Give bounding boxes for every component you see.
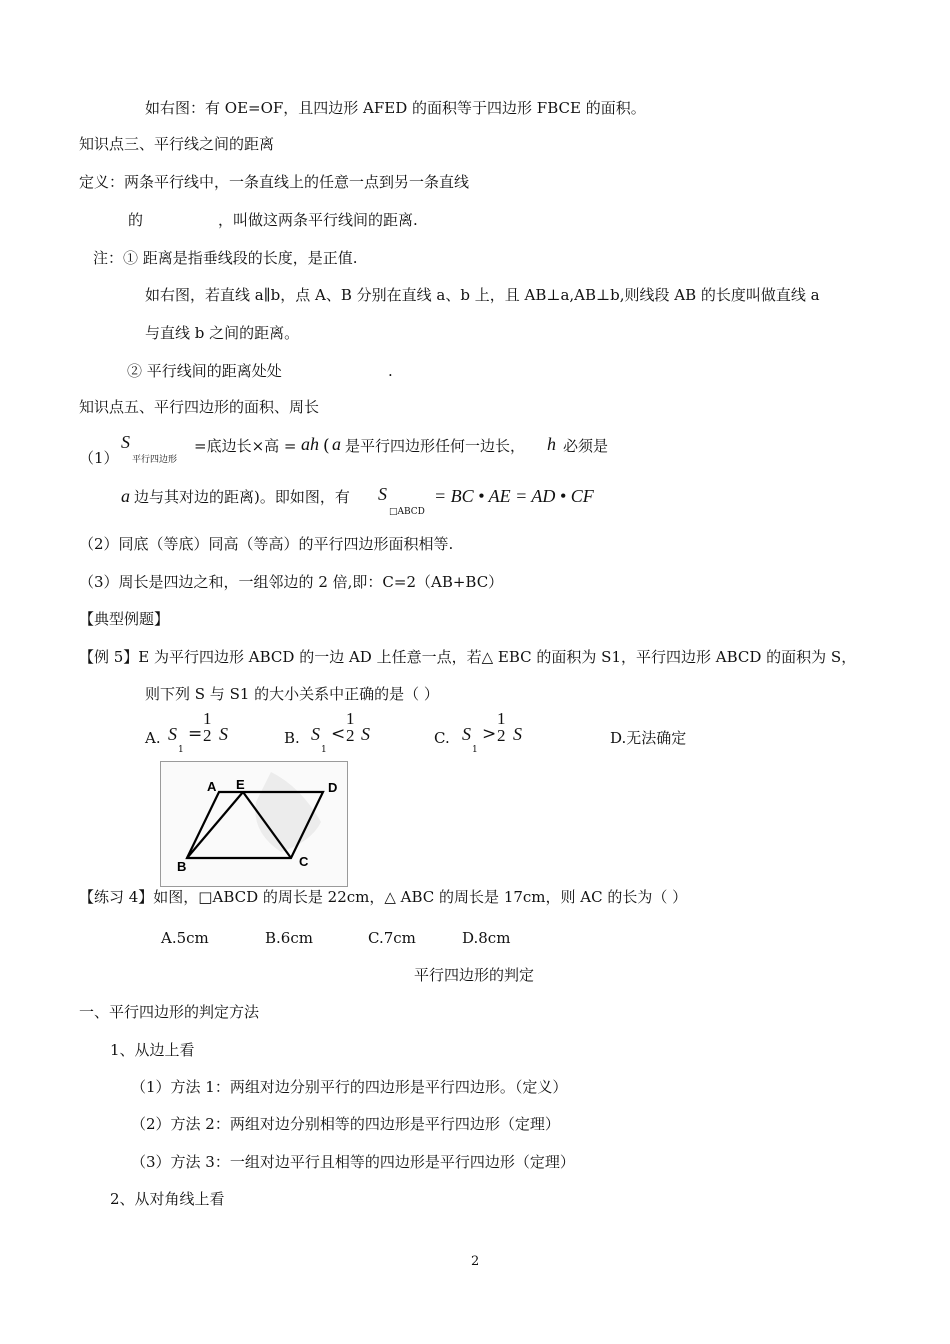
formula-2-text: 边与其对边的距离)。即如图，有: [134, 488, 350, 506]
label-e: E: [236, 777, 245, 792]
option-a-frac: 1 2: [203, 709, 212, 745]
formula-1-h: h: [547, 434, 556, 454]
text-note-1-example: 如右图，若直线 a∥b，点 A、B 分别在直线 a、b 上，且 AB⊥a,AB⊥b,则线段 AB 的长度叫做直线 a: [145, 286, 820, 304]
method-1: （1）方法 1：两组对边分别平行的四边形是平行四边形。（定义）: [131, 1078, 568, 1096]
heading-examples: 【典型例题】: [79, 610, 170, 628]
heading-kp3: 知识点三、平行线之间的距离: [79, 135, 275, 153]
formula-1-paren: (: [323, 436, 330, 456]
formula-2-a: a: [121, 486, 130, 506]
subheading-sides: 1、从边上看: [110, 1041, 195, 1059]
option-a-sub: 1: [178, 745, 184, 755]
exercise-4-option-b: B.6cm: [265, 929, 313, 947]
example-5-question-end: 则下列 S 与 S1 的大小关系中正确的是（ ）: [145, 685, 439, 703]
method-3: （3）方法 3：一组对边平行且相等的四边形是平行四边形（定理）: [131, 1153, 575, 1171]
option-a-S1: S: [168, 724, 177, 744]
formula-1-text-end: 必须是: [563, 437, 609, 455]
formula-2-equation: = BC • AE = AD • CF: [434, 486, 594, 506]
option-c-frac: 1 2: [497, 709, 506, 745]
option-a-label: A.: [145, 729, 161, 747]
option-b-frac: 1 2: [346, 709, 355, 745]
page-number: 2: [471, 1254, 480, 1269]
option-c-S: S: [513, 724, 522, 744]
option-b-S1: S: [311, 724, 320, 744]
option-c-S1: S: [462, 724, 471, 744]
formula-1-S: S: [121, 432, 130, 452]
text-definition-blank-1: 的: [128, 211, 144, 229]
parallelogram-diagram: [161, 762, 347, 886]
option-c-sub: 1: [472, 745, 478, 755]
text-note-1-end: 与直线 b 之间的距离。: [145, 324, 300, 342]
formula-1-middle: =底边长×高 =: [194, 437, 297, 455]
formula-2-S: S: [378, 484, 387, 504]
option-b-S: S: [361, 724, 370, 744]
exercise-4-option-d: D.8cm: [462, 929, 511, 947]
text-note-2-end: .: [388, 362, 393, 380]
label-a: A: [207, 779, 217, 794]
exercise-4-option-a: A.5cm: [161, 929, 209, 947]
formula-1-subscript: 平行四边形: [132, 455, 178, 465]
formula-1-prefix: （1）: [79, 449, 119, 467]
option-b-sub: 1: [321, 745, 327, 755]
label-c: C: [299, 854, 309, 869]
text-oe-of: 如右图：有 OE=OF，且四边形 AFED 的面积等于四边形 FBCE 的面积。: [145, 99, 646, 117]
exercise-4-option-c: C.7cm: [368, 929, 416, 947]
option-b-label: B.: [284, 729, 300, 747]
formula-2-subscript: □ABCD: [389, 507, 425, 517]
option-c-label: C.: [434, 729, 450, 747]
section-title-determination: 平行四边形的判定: [414, 966, 535, 984]
formula-1-text: 是平行四边形任何一边长，: [345, 437, 526, 455]
option-d: D.无法确定: [610, 729, 687, 747]
parallelogram-figure: [160, 761, 348, 887]
text-rule-3: （3）周长是四边之和，一组邻边的 2 倍,即：C=2（AB+BC）: [79, 573, 504, 591]
method-2: （2）方法 2：两组对边分别相等的四边形是平行四边形（定理）: [131, 1115, 560, 1133]
label-b: B: [177, 859, 187, 874]
formula-1-a: a: [332, 434, 341, 454]
text-rule-2: （2）同底（等底）同高（等高）的平行四边形面积相等.: [79, 535, 454, 553]
heading-kp5: 知识点五、平行四边形的面积、周长: [79, 398, 320, 416]
watermark-shape: [255, 772, 321, 852]
text-definition-end: ，叫做这两条平行线间的距离.: [218, 211, 418, 229]
option-a-S: S: [219, 724, 228, 744]
formula-1-ah: ah: [301, 434, 319, 454]
option-b-lt: <: [331, 724, 346, 744]
text-note-1: 注：① 距离是指垂线段的长度，是正值.: [93, 249, 358, 267]
subheading-diagonals: 2、从对角线上看: [110, 1190, 225, 1208]
exercise-4-question: 【练习 4】如图，□ABCD 的周长是 22cm，△ ABC 的周长是 17cm，则 AC 的长为（ ）: [79, 888, 688, 906]
text-definition: 定义：两条平行线中，一条直线上的任意一点到另一条直线: [79, 173, 470, 191]
text-note-2: ② 平行线间的距离处处: [127, 362, 282, 380]
label-d: D: [328, 780, 338, 795]
option-c-gt: >: [482, 724, 497, 744]
example-5-question: 【例 5】E 为平行四边形 ABCD 的一边 AD 上任意一点，若△ EBC 的面积为 S1，平行四边形 ABCD 的面积为 S，: [79, 648, 857, 666]
option-a-eq: =: [188, 724, 203, 744]
heading-methods: 一、平行四边形的判定方法: [79, 1003, 260, 1021]
